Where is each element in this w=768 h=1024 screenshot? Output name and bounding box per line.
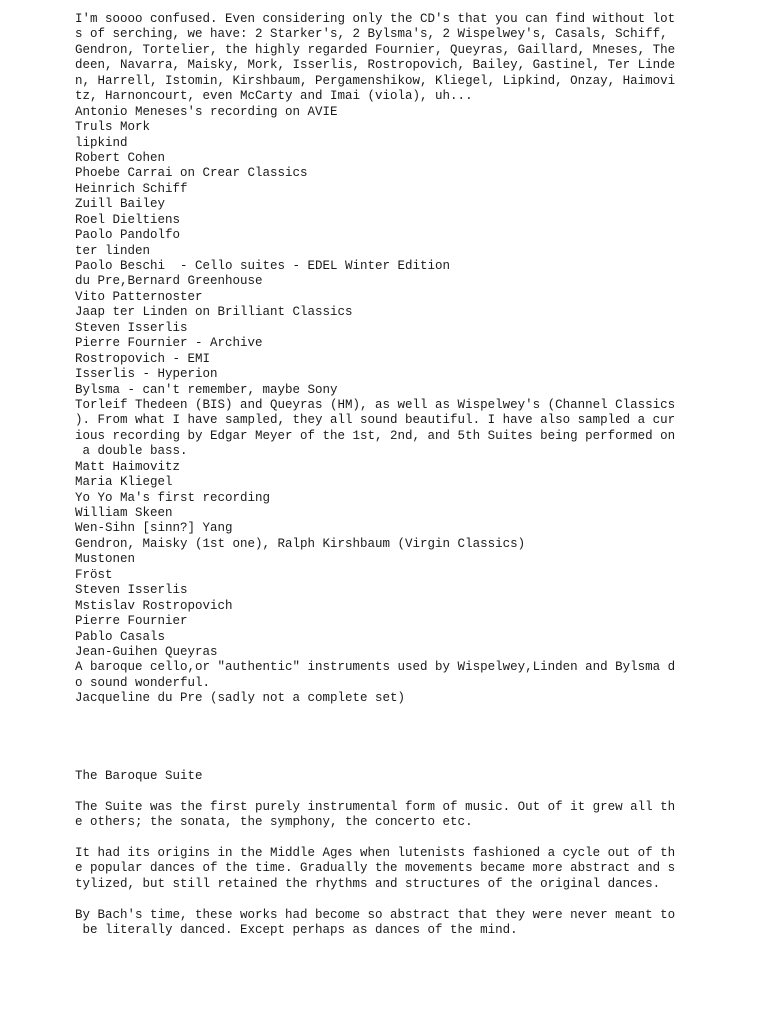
section-spacer (75, 707, 685, 769)
text-line: It had its origins in the Middle Ages when lutenists fashioned a cycle out of th (75, 845, 676, 860)
text-line: s of serching, we have: 2 Starker's, 2 Bylsma's, 2 Wispelwey's, Casals, Schiff, (75, 27, 668, 42)
text-line: Zuill Bailey (75, 197, 166, 212)
text-line: tz, Harnoncourt, even McCarty and Imai (viola), uh... (75, 89, 473, 104)
text-line: tylized, but still retained the rhythms and structures of the original dances. (75, 876, 661, 891)
text-line: Matt Haimovitz (75, 459, 181, 474)
text-line: Pierre Fournier - Archive (75, 336, 263, 351)
text-line: be literally danced. Except perhaps as dances of the mind. (75, 923, 518, 938)
text-line: Heinrich Schiff (75, 181, 188, 196)
text-line: I'm soooo confused. Even considering only the CD's that you can find without lot (75, 12, 676, 26)
text-line: Antonio Meneses's recording on AVIE (75, 104, 338, 119)
text-line: The Suite was the first purely instrumental form of music. Out of it grew all th (75, 799, 676, 814)
paragraph-spacer (75, 784, 685, 799)
text-line: Roel Dieltiens (75, 212, 181, 227)
text-line: Gendron, Tortelier, the highly regarded Fournier, Queyras, Gaillard, Mneses, The (75, 42, 676, 57)
text-line: Maria Kliegel (75, 475, 173, 490)
text-line: Steven Isserlis (75, 583, 188, 598)
text-line: Vito Patternoster (75, 289, 203, 304)
text-line: Fröst (75, 567, 113, 582)
text-line: Phoebe Carrai on Crear Classics (75, 166, 308, 181)
text-line: By Bach's time, these works had become so abstract that they were never meant to (75, 907, 676, 922)
post-text-block (75, 12, 685, 707)
text-line: Isserlis - Hyperion (75, 367, 218, 382)
text-line: Jaap ter Linden on Brilliant Classics (75, 305, 353, 320)
text-line: Bylsma - can't remember, maybe Sony (75, 382, 338, 397)
text-line: Steven Isserlis (75, 320, 188, 335)
text-line: a double bass. (75, 444, 188, 459)
text-line: o sound wonderful. (75, 675, 211, 690)
text-line: A baroque cello,or "authentic" instruments used by Wispelwey,Linden and Bylsma d (75, 660, 676, 675)
text-line: Wen-Sihn [sinn?] Yang (75, 521, 233, 536)
text-line: e others; the sonata, the symphony, the concerto etc. (75, 815, 473, 829)
text-line: Paolo Pandolfo (75, 228, 181, 243)
text-line: ter linden (75, 243, 151, 258)
article-section (75, 769, 685, 939)
text-line: deen, Navarra, Maisky, Mork, Isserlis, Rostropovich, Bailey, Gastinel, Ter Linde (75, 58, 676, 73)
text-line: Pierre Fournier (75, 614, 188, 629)
text-line: Yo Yo Ma's first recording (75, 490, 271, 505)
text-line: Jacqueline du Pre (sadly not a complete set) (75, 691, 406, 706)
text-line: ious recording by Edgar Meyer of the 1st, 2nd, and 5th Suites being performed on (75, 428, 676, 443)
document-page (75, 12, 685, 939)
article-title: The Baroque Suite (75, 768, 203, 783)
article-paragraph (75, 800, 685, 831)
text-line: Jean-Guihen Queyras (75, 644, 218, 659)
paragraph-spacer (75, 892, 685, 907)
text-line: lipkind (75, 135, 128, 150)
text-line: Robert Cohen (75, 150, 166, 165)
text-line: du Pre,Bernard Greenhouse (75, 274, 263, 289)
text-line: Truls Mork (75, 120, 151, 135)
text-line: Mustonen (75, 552, 136, 567)
text-line: ). From what I have sampled, they all sound beautiful. I have also sampled a cur (75, 413, 676, 428)
text-line: e popular dances of the time. Gradually the movements became more abstract and s (75, 861, 676, 876)
text-line: Torleif Thedeen (BIS) and Queyras (HM), as well as Wispelwey's (Channel Classics (75, 397, 676, 412)
text-line: Paolo Beschi - Cello suites - EDEL Winter Edition (75, 259, 451, 273)
paragraph-spacer (75, 830, 685, 845)
article-paragraph (75, 846, 685, 892)
text-line: William Skeen (75, 506, 173, 520)
text-line: Mstislav Rostropovich (75, 598, 233, 613)
text-line: Gendron, Maisky (1st one), Ralph Kirshbaum (Virgin Classics) (75, 536, 526, 551)
text-line: n, Harrell, Istomin, Kirshbaum, Pergamenshikow, Kliegel, Lipkind, Onzay, Haimovi (75, 73, 676, 88)
text-line: Pablo Casals (75, 629, 166, 644)
text-line: Rostropovich - EMI (75, 351, 211, 366)
article-paragraph (75, 908, 685, 939)
